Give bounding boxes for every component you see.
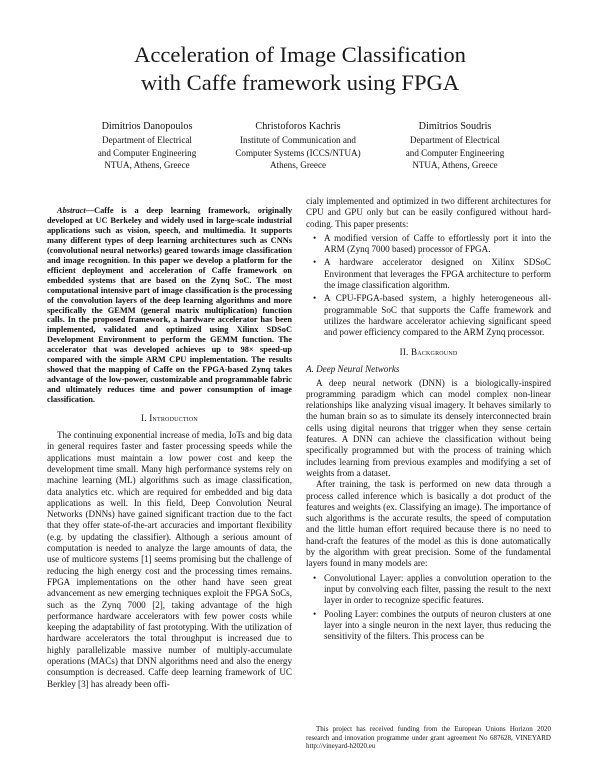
section-heading-background: II. Background [399, 346, 458, 357]
intro-continuation: cialy implemented and optimized in two different architectures for CPU and GPU only but can be easily configured without hard-coding. This paper presents: [306, 196, 551, 229]
author-name: Christoforos Kachris [255, 121, 341, 132]
background-paragraph-2: After training, the task is performed on new data through a process called inference which is basically a dot product of the features and weights (ex. Classifying an image). The importance of such algorithms is the accurate results, the speed of computation and the little human effort required because there is no need to hand-craft the features of the model as this is done automatically by the algorithm with great precision. Some of the fundamental layers found in many models are: [306, 479, 551, 569]
abstract [47, 206, 292, 405]
author-3 [365, 120, 545, 172]
funding-footnote: This project has received funding from the European Unions Horizon 2020 research and innovation programme under grant agreement No 687628, VINEYARD http://vineyard-h2020.eu [306, 725, 551, 751]
intro-paragraph: The continuing exponential increase of media, IoTs and big data in general requires faster and faster processing speeds while the applications must maintain a low power cost and keep the development time small. Many high performance systems rely on machine learning (ML) algorithms such as image classification, data analytics etc. which are required for embedded and big data applications as well. In this field, Deep Convolution Neural Networks (DNNs) have gained significant traction due to the fact that they offer state-of-the-art accuracies and important flexibility (e.g. by updating the classifier). Although a serious amount of computation is needed to analyze the large amounts of data, the use of multicore systems [1] seems promising but the challenge of reducing the high energy cost and the processing times remains. FPGA implementations on the other hand have seen great advancement as new emerging techniques exploit the FPGA SoCs, such as the Zynq 7000 [2], taking advantage of the high performance hardware accelerators with few power costs while keeping the adaptability of fast prototyping. With the utilization of hardware accelerators the total throughput is increased due to highly parallelizable massive number of multiply-accumulate operations (MACs) that DNN algorithms need and also the energy consumption is decreased. Caffe deep learning framework of UC Berkley [3] has already been offi- [47, 430, 292, 689]
author-affiliation-line: and Computer Engineering [97, 147, 197, 158]
author-affiliation-line: Computer Systems (ICCS/NTUA) [235, 147, 361, 158]
author-affiliation-line: Department of Electrical [102, 135, 192, 145]
list-item: • A CPU-FPGA-based system, a highly heterogeneous all-programmable SoC that supports the Caffe framework and utilizes the hardware accelerator achieving significant speed and power efficiency compared to the ARM Zynq processor. [306, 293, 551, 338]
author-location: Athens, Greece [269, 160, 327, 171]
layers-list [306, 573, 551, 643]
list-item: • Convolutional Layer: applies a convolution operation to the input by convolving each filter, passing the result to the next layer in order to recognize specific features. [306, 573, 551, 607]
background-paragraph-1: A deep neural network (DNN) is a biologically-inspired programming paradigm which can model complex non-linear relationships like analyzing visual imagery. It behaves similarly to the human brain so as to simulate its densely interconnected brain cells using digital neurons that trigger when they sense certain features. A DNN can achieve the classification without being specifically programmed but with the process of training which includes learning from previous examples and modifying a set of weights from a dataset. [306, 377, 551, 478]
left-column [47, 206, 292, 690]
author-location: NTUA, Athens, Greece [104, 160, 190, 171]
list-item: • A hardware accelerator designed on Xilinx SDSoC Environment that leverages the FPGA architecture to perform the image classification algorithm. [306, 257, 551, 291]
abstract-text: —Caffe is a deep learning framework, originally developed at UC Berkeley and widely used in large-scale industrial applications such as vision, speech, and multimedia. It supports many different types of deep learning architectures such as CNNs (convolutional neural networks) geared towards image classification and image recognition. In this paper we develop a platform for the efficient deployment and acceleration of Caffe framework on embedded systems that are based on the Zynq SoC. The most computational intensive part of image classification is the processing of the convolution layers of the deep learning algorithms and more specifically the GEMM (general matrix multiplication) function calls. In the proposed framework, a hardware accelerator has been implemented, validated and optimized using Xilinx SDSoC Development Environment to perform the GEMM function. The accelerator that was developed achieves up to 98× speed-up compared with the simple ARM CPU implementation. The results showed that the mapping of Caffe on the FPGA-based Zynq takes advantage of the low-power, customizable and programmable fabric and ultimately reduces time and power consumption of image classification. [47, 206, 292, 405]
right-column [306, 196, 551, 645]
author-affiliation-line: Institute of Communication and [240, 135, 356, 145]
author-affiliation-line: Department of Electrical [410, 135, 500, 145]
subsection-heading-dnn: A. Deep Neural Networks [306, 363, 400, 374]
list-item: • Pooling Layer: combines the outputs of neuron clusters at one layer into a single neuron in the next layer, thus reducing the sensitivity of the filters. This process can be [306, 609, 551, 643]
title-line-2: with Caffe framework using FPGA [140, 70, 460, 95]
list-item: • A modified version of Caffe to effortlessly port it into the ARM (Zynq 7000 based) processor of FPGA. [306, 233, 551, 256]
author-name: Dimitrios Soudris [418, 121, 492, 132]
title-line-1: Acceleration of Image Classification [134, 42, 466, 67]
author-2 [208, 120, 388, 172]
contributions-list [306, 233, 551, 339]
author-affiliation-line: and Computer Engineering [405, 147, 505, 158]
author-name: Dimitrios Danopoulos [101, 121, 193, 132]
author-location: NTUA, Athens, Greece [412, 160, 498, 171]
abstract-label: Abstract [57, 206, 86, 215]
paper-title [40, 41, 560, 97]
section-heading-introduction: I. Introduction [141, 413, 198, 424]
